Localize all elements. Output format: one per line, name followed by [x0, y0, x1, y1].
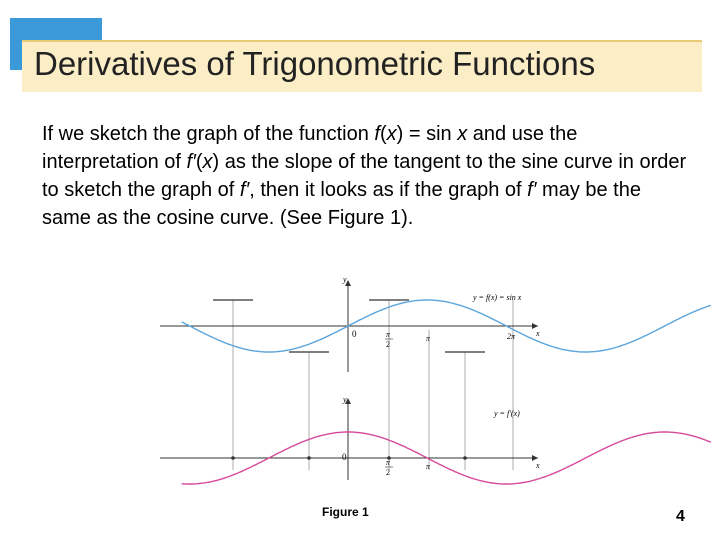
- slide-title: Derivatives of Trigonometric Functions: [34, 45, 596, 82]
- math-x: x: [457, 123, 468, 145]
- tick-pi-top: π: [426, 334, 431, 343]
- text-run: (: [195, 151, 203, 173]
- sine-graph: [160, 275, 711, 372]
- origin-label-bottom: 0: [342, 452, 347, 462]
- tick-pi-half-num-top: π: [386, 330, 391, 339]
- tick-pi-half-den-top: 2: [386, 340, 390, 349]
- math-f-prime: f′: [186, 151, 196, 173]
- math-x: x: [386, 123, 397, 145]
- text-run: If we sketch the graph of the function: [42, 123, 375, 145]
- math-f-prime: f′: [527, 179, 537, 201]
- zero-marker: [231, 456, 235, 460]
- zero-marker: [307, 456, 311, 460]
- text-run: ) as the slope of the tangent to the sine curve in order to sketch the graph of: [42, 151, 687, 201]
- math-f-prime: f′: [239, 179, 250, 201]
- zero-marker: [463, 456, 467, 460]
- x-axis-label-top: x: [536, 329, 540, 338]
- text-run: ) = sin: [396, 123, 458, 145]
- text-run: , then it looks as if the graph of: [249, 179, 528, 201]
- derivative-graph: [160, 395, 711, 484]
- origin-label-top: 0: [352, 329, 357, 339]
- tick-pi-half-num-bottom: π: [386, 458, 391, 467]
- tick-pi-bottom: π: [426, 462, 431, 471]
- text-run: (: [379, 123, 387, 145]
- x-axis-label-bottom: x: [536, 461, 540, 470]
- math-x: x: [202, 151, 213, 173]
- tick-two-pi-top: 2π: [507, 332, 516, 341]
- math-f: f: [374, 123, 380, 145]
- y-axis-label-top: y: [343, 275, 347, 284]
- tick-pi-half-den-bottom: 2: [386, 468, 390, 477]
- figure-caption: Figure 1: [322, 505, 369, 519]
- text-run: may be the same as the cosine curve. (See Figure 1).: [42, 179, 641, 229]
- text-run: and use the interpretation of: [42, 123, 578, 173]
- page-number: 4: [676, 508, 685, 525]
- sine-curve-label: y = f(x) = sin x: [473, 293, 522, 302]
- y-axis-label-bottom: y: [343, 395, 347, 404]
- derivative-curve-label: y = f′(x): [494, 409, 520, 418]
